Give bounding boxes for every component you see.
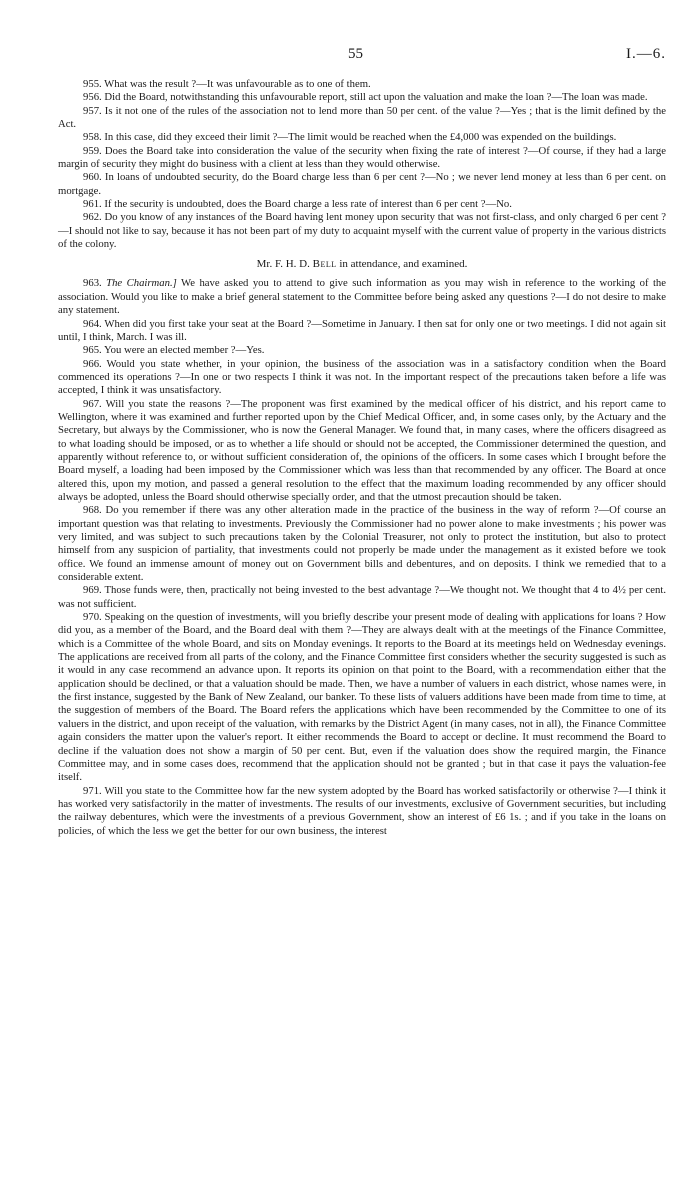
speaker-label: The Chairman.] xyxy=(106,277,177,290)
witness-suffix: in attendance, and examined. xyxy=(339,258,468,271)
testimony-block-after xyxy=(58,277,666,837)
page-number: 55 xyxy=(348,46,363,62)
witness-name: Bell xyxy=(312,258,337,271)
witness-prefix: Mr. F. H. D. xyxy=(256,258,310,271)
testimony-paragraph: 967. Will you state the reasons ?—The proponent was first examined by the medical officer of his district, and his report came to Wellington, where it was examined and further reported upon by the Chief Medical Officer, and, in some cases only, by the Actuary and the Secretary, but always by the Commissioner, who is now the General Manager. We found that, in many cases, where the officers disagreed as to what loading should be imposed, or as to whether a life should or should not be accepted, the Commissioner determined the question, and apparently without reference to, or without sufficient consideration of, the opinions of the officers. In some cases which I brought before the Board myself, a loading had been imposed by the Commissioner which was less than that recommended by any officer. The Board at once altered this, upon my motion, and passed a general resolution to the effect that the maximum loading recommended by any officer should always be adopted, unless the Board should otherwise specially order, and that the utmost precaution should be taken. xyxy=(58,397,666,503)
testimony-paragraph: 959. Does the Board take into consideration the value of the security when fixing the rate of interest ?—Of course, if they had a large margin of security they might do business with a client at less than they would otherwise. xyxy=(58,144,666,171)
testimony-paragraph: 957. Is it not one of the rules of the association not to lend more than 50 per cent. of the value ?—Yes ; that is the limit defined by the Act. xyxy=(58,104,666,131)
testimony-paragraph-963 xyxy=(58,277,666,317)
testimony-paragraph: 962. Do you know of any instances of the Board having lent money upon security that was not first-class, and only charged 6 per cent ?—I should not like to say, because it has not been part of my duty to acquaint myself with the current value of property in the various districts of the colony. xyxy=(58,211,666,251)
testimony-paragraph: 961. If the security is undoubted, does the Board charge a less rate of interest than 6 per cent ?—No. xyxy=(83,198,512,211)
testimony-paragraph: 955. What was the result ?—It was unfavourable as to one of them. xyxy=(83,78,371,90)
testimony-paragraph: 970. Speaking on the question of investments, will you briefly describe your present mode of dealing with applications for loans ? How did you, as a member of the Board, and the Board deal with them ?—They are always dealt with at the meetings of the Finance Committee, which is a Committee of the whole Board, and sits on Monday evenings. It reports to the Board at its meetings held on Wednesday evenings. The applications are received from all parts of the colony, and the Finance Committee first considers whether the security suggested is such as it would in any case recommend an advance upon. It reports its opinion on that point to the Board, with a recommendation either that the application should be declined, or that a valuation should be made. Then, we have a number of valuers in each district, whose names were, in the first instance, suggested by the Bank of New Zealand, our banker. To these lists of valuers additions have been made from time to time, at the suggestion of members of the Board. The Board refers the applications which have been recommended by the Committee to one of its valuers in the district, and upon receipt of the valuation, with remarks by the District Agent (in many cases, not in all), the Finance Committee again considers the matter upon the valuer's report. It either recommends the Board to accept or decline. It must recommend the Board to decline if the valuation does not show a margin of 50 per cent. But, even if the valuation does show the required margin, the Finance Committee may, and in some cases does, recommend that the application should not be granted ; but in that case it pays the valuation-fee itself. xyxy=(58,611,667,784)
document-page xyxy=(58,46,666,838)
witness-heading xyxy=(58,257,666,271)
question-text: We have asked you to attend to give such information as you may wish in reference to the working of the association. Would you like to make a brief general statement to the Committee before being asked any questions ?—I do not desire to make any statement. xyxy=(58,277,666,317)
testimony-paragraph: 960. In loans of undoubted security, do the Board charge less than 6 per cent ?—No ; we never lend money at less than 6 per cent. on mortgage. xyxy=(58,171,666,197)
testimony-paragraph: 966. Would you state whether, in your opinion, the business of the association was in a satisfactory condition when the Board commenced its operations ?—In one or two respects I think it was not. In the important respect of the precautions taken before a life was accepted, I think it was unsatisfactory. xyxy=(58,357,666,397)
question-number: 963. xyxy=(83,277,102,290)
testimony-paragraph: 968. Do you remember if there was any other alteration made in the practice of the business in the way of reform ?—Of course an important question was that relating to investments. Previously the Commissioner had no power alone to make investments ; his power was very limited, and was subject to such precautions taken by the Colonial Treasurer, not only to protect the institution, but also to protect himself from any suspicion of partiality, that investments could not properly be made under the management as it existed before we took office. We found an immense amount of money out on Government bills and debentures, and on deposits. I think we remedied that to a considerable extent. xyxy=(58,504,666,584)
document-reference: I.—6. xyxy=(626,46,666,62)
testimony-block-before xyxy=(58,78,666,251)
testimony-paragraph: 971. Will you state to the Committee how far the new system adopted by the Board has worked satisfactorily or otherwise ?—I think it has worked very satisfactorily in the matter of investments. The results of our investments, exclusive of Government securities, but including the railway debentures, which were the investments of a previous Government, show an interest of £6 1s. ; and if you take in the loans on policies, of which the less we get the better for our own business, the interest xyxy=(58,784,666,837)
testimony-paragraph: 958. In this case, did they exceed their limit ?—The limit would be reached when the £4,000 was expended on the buildings. xyxy=(83,131,617,144)
testimony-paragraph: 956. Did the Board, notwithstanding this unfavourable report, still act upon the valuation and make the loan ?—The loan was made. xyxy=(83,91,648,104)
testimony-paragraph: 965. You were an elected member ?—Yes. xyxy=(83,344,265,357)
page-header xyxy=(58,46,666,66)
testimony-paragraph: 964. When did you first take your seat at the Board ?—Sometime in January. I then sat for only one or two meetings. I did not again sit until, I think, March. I was ill. xyxy=(58,317,666,343)
testimony-paragraph: 969. Those funds were, then, practically not being invested to the best advantage ?—We thought not. We thought that 4 to 4½ per cent. was not sufficient. xyxy=(58,584,666,610)
